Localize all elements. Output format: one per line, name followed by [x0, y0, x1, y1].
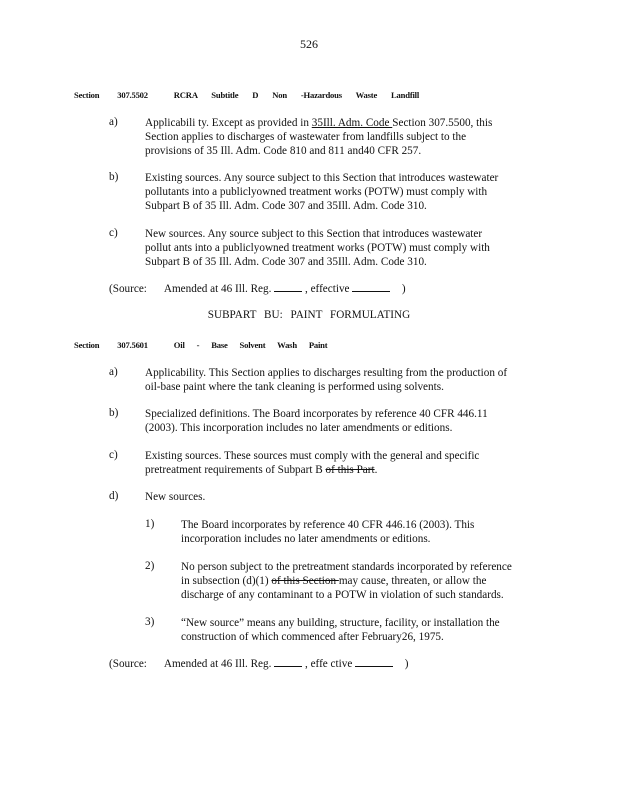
page-number: 526 [300, 37, 318, 51]
item-marker: b) [109, 407, 119, 419]
text-line [181, 574, 522, 588]
text-line [145, 241, 518, 255]
text-segment: in subsection (d)(1) [181, 575, 272, 587]
section-heading [74, 90, 419, 100]
text-segment: pretreatment requirements of Subpart B [145, 464, 326, 476]
paragraph [145, 407, 488, 435]
effective-date-blank [355, 657, 393, 667]
paragraph [145, 116, 518, 158]
item-marker: c) [109, 449, 118, 461]
subitem-marker: 2) [145, 560, 155, 572]
text-segment: No person subject to the pretreatment standards incorporated by reference [181, 561, 512, 573]
subitem-marker: 3) [145, 616, 155, 628]
text-segment: “New source” means any building, structure, facility, or installation the [181, 617, 500, 629]
source-effective: , effective [304, 283, 350, 295]
text-line [181, 560, 522, 574]
text-segment: Subpart B of 35 Ill. Adm. Code 307 and 35Ill. Adm. Code 310. [145, 256, 427, 268]
text-segment: New sources. [145, 491, 206, 503]
section-heading [74, 340, 327, 350]
text-segment: pollut ants into a publiclyowned treatment works (POTW) must comply with [145, 242, 490, 254]
text-line [145, 463, 503, 477]
item-marker: a) [109, 116, 118, 128]
register-blank [274, 282, 302, 292]
section-number: 307.5502 [117, 90, 148, 100]
text-segment: . [374, 464, 378, 476]
text-segment: Existing sources. These sources must comply with the general and specific [145, 450, 480, 462]
effective-date-blank [352, 282, 390, 292]
paragraph [145, 490, 205, 504]
source-label: (Source: [109, 658, 147, 670]
text-line [145, 144, 518, 158]
text-segment: construction of which commenced after February26, 1975. [181, 631, 444, 643]
text-line [181, 532, 495, 546]
text-line [145, 227, 518, 241]
text-segment: pollutants into a publiclyowned treatment works (POTW) must comply with [145, 186, 488, 198]
text-segment: Section 307.5500, this [392, 117, 493, 129]
paragraph [145, 366, 538, 394]
text-line [145, 255, 518, 269]
text-line [145, 407, 488, 421]
text-segment: (2003). This incorporation includes no later amendments or editions. [145, 422, 453, 434]
text-line [181, 616, 522, 630]
text-segment: may cause, threaten, or allow the [338, 575, 487, 587]
text-line [145, 449, 503, 463]
text-line [145, 130, 518, 144]
text-segment: New sources. Any source subject to this Section that introduces wastewater [145, 228, 483, 240]
paragraph [145, 171, 518, 213]
text-segment: Applicability. This Section applies to discharges resulting from the production of [145, 367, 508, 379]
text-line [145, 380, 538, 394]
item-marker: c) [109, 227, 118, 239]
struck-deletion: of this Part [325, 464, 375, 476]
subpart-heading: SUBPART BU: PAINT FORMULATING [207, 309, 411, 321]
text-segment: Specialized definitions. The Board incorporates by reference 40 CFR 446.11 [145, 408, 488, 420]
text-line [145, 171, 518, 185]
text-line [145, 421, 480, 435]
text-segment: oil-base paint where the tank cleaning is performed using solvents. [145, 381, 444, 393]
text-segment: provisions of 35 Ill. Adm. Code 810 and 811 and40 CFR 257. [145, 145, 422, 157]
subitem-marker: 1) [145, 518, 155, 530]
item-marker: a) [109, 366, 118, 378]
source-close: ) [401, 283, 406, 295]
source-effective: , effe ctive [304, 658, 353, 670]
text-segment: Applicabili ty. Except as provided in [145, 117, 312, 129]
section-label: Section [74, 340, 100, 350]
paragraph [145, 449, 503, 477]
text-segment: Existing sources. Any source subject to this Section that introduces wastewater [145, 172, 499, 184]
source-close: ) [404, 658, 409, 670]
text-line [145, 185, 518, 199]
text-segment: discharge of any contaminant to a POTW in violation of such standards. [181, 589, 504, 601]
paragraph [181, 518, 495, 546]
source-note [109, 282, 406, 296]
paragraph [181, 616, 522, 644]
section-label: Section [74, 90, 100, 100]
section-title: Oil - Base Solvent Wash Paint [173, 340, 328, 350]
item-marker: d) [109, 490, 119, 502]
source-label: (Source: [109, 283, 147, 295]
text-line [181, 630, 522, 644]
section-title: RCRA Subtitle D Non -Hazardous Waste Landfill [173, 90, 420, 100]
text-line [145, 199, 518, 213]
paragraph [181, 560, 522, 602]
text-segment: Section applies to discharges of wastewater from landfills subject to the [145, 131, 467, 143]
source-text: Amended at 46 Ill. Reg. [163, 658, 272, 670]
text-line [181, 588, 522, 602]
text-line [145, 116, 518, 130]
text-line [181, 518, 495, 532]
text-segment: The Board incorporates by reference 40 CFR 446.16 (2003). This [181, 519, 475, 531]
section-number: 307.5601 [117, 340, 148, 350]
underlined-insertion: 35Ill. Adm. Code [311, 117, 393, 129]
paragraph [145, 227, 518, 269]
source-note [109, 657, 408, 671]
text-line [145, 366, 538, 380]
source-text: Amended at 46 Ill. Reg. [163, 283, 272, 295]
struck-deletion: of this Section [271, 575, 339, 587]
text-line [145, 490, 205, 504]
text-segment: Subpart B of 35 Ill. Adm. Code 307 and 35Ill. Adm. Code 310. [145, 200, 427, 212]
register-blank [274, 657, 302, 667]
text-segment: incorporation includes no later amendments or editions. [181, 533, 431, 545]
item-marker: b) [109, 171, 119, 183]
